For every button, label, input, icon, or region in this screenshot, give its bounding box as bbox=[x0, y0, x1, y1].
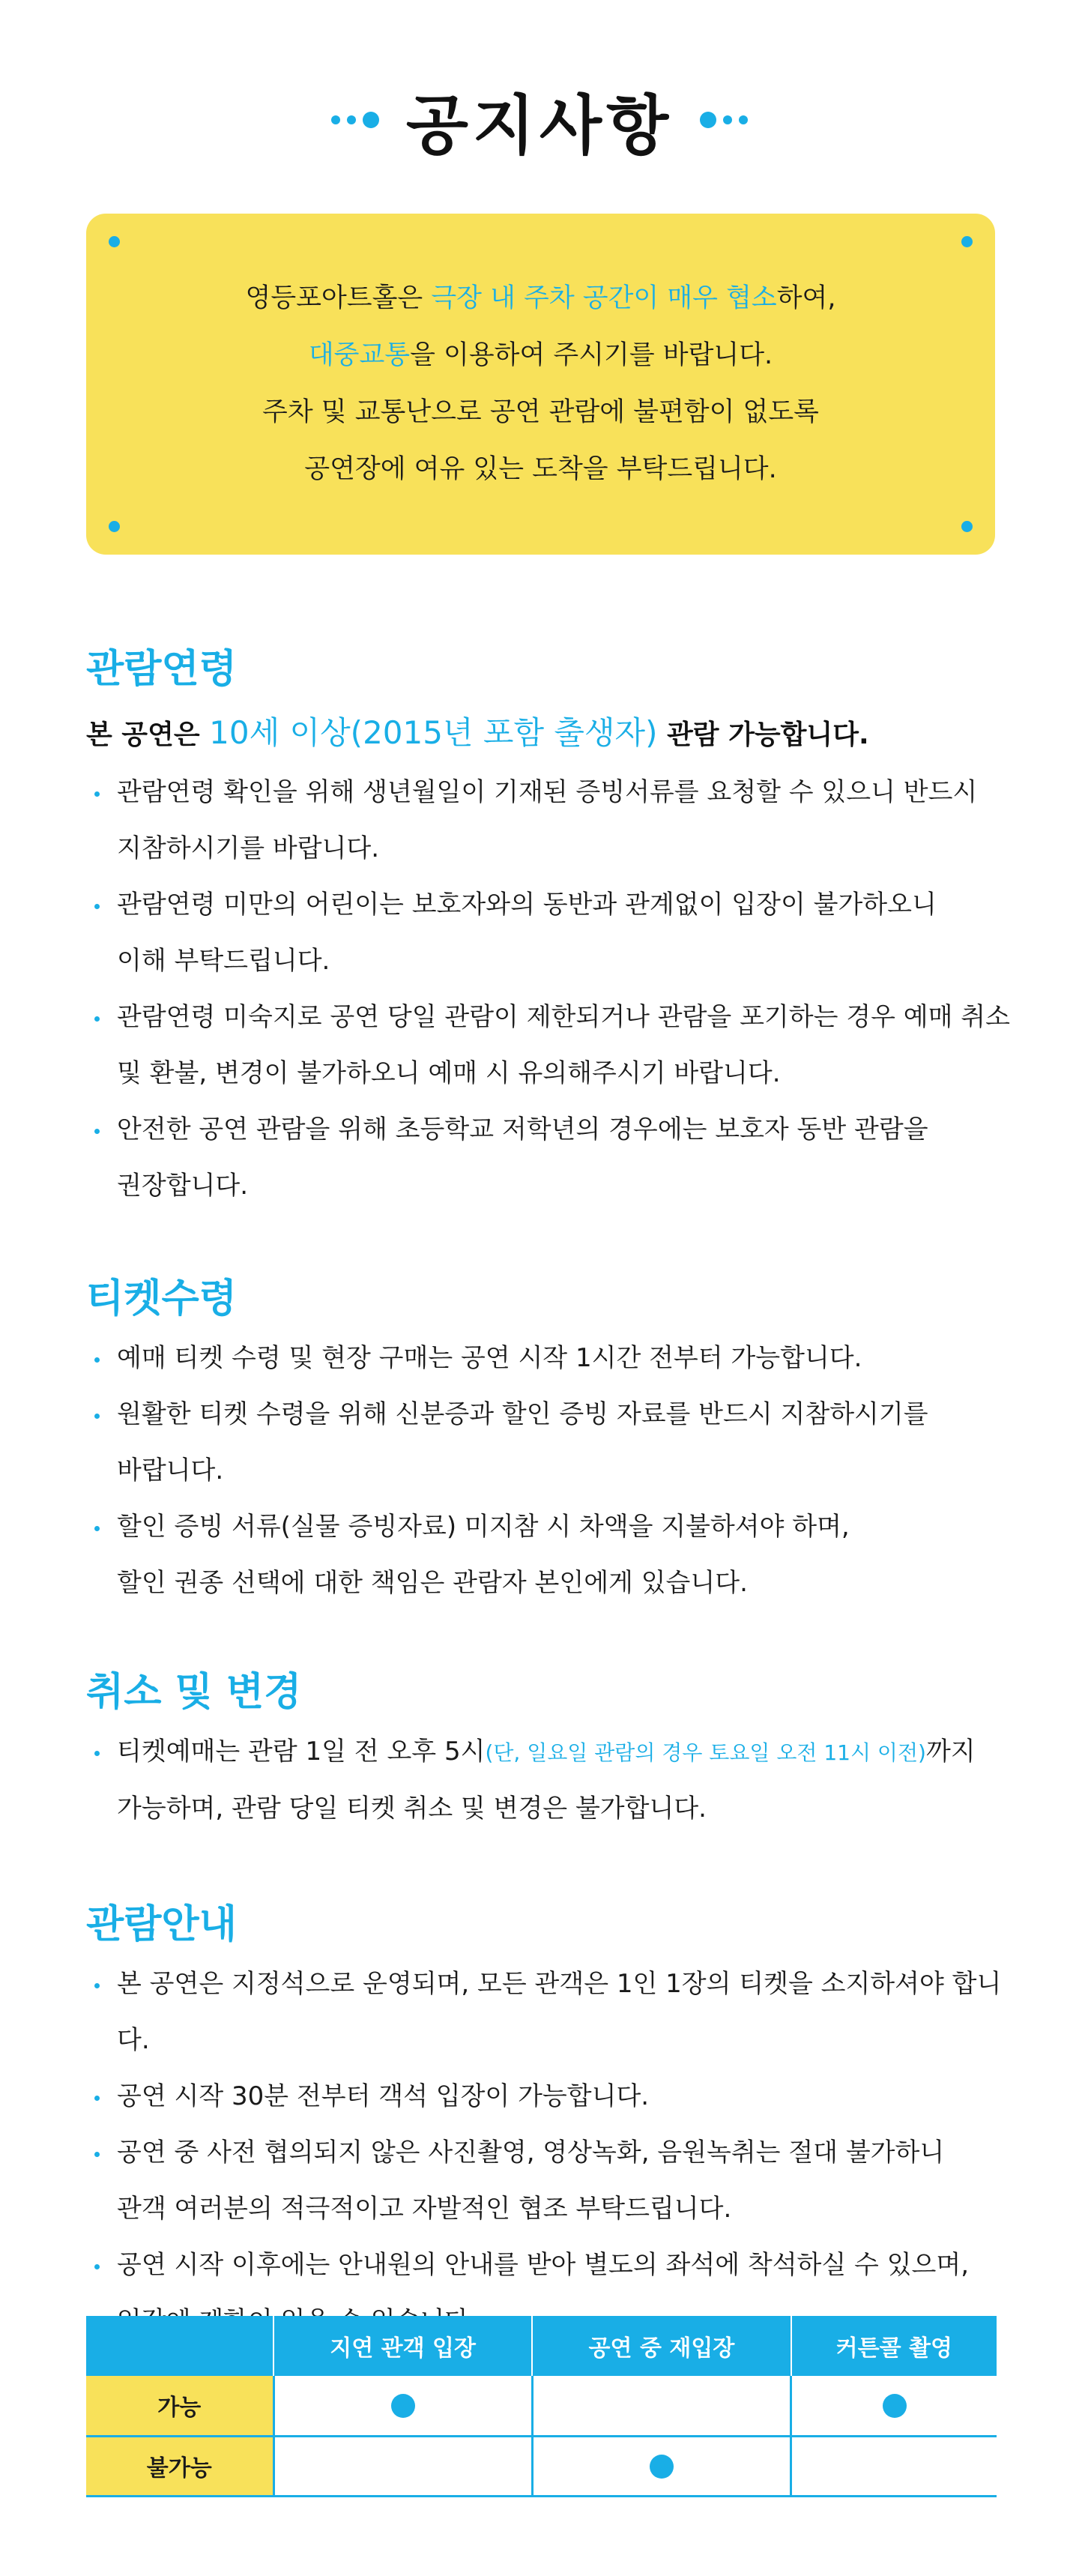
decor-dots-right bbox=[700, 112, 748, 128]
list-item: 할인 증빙 서류(실물 증빙자료) 미지참 시 차액을 지불하셔야 하며, 할인 권종 선택에 대한 책임은 관람자 본인에게 있습니다. bbox=[90, 1499, 1012, 1611]
list-item: 관람연령 미숙지로 공연 당일 관람이 제한되거나 관람을 포기하는 경우 예매 취소 및 환불, 변경이 불가하오니 예매 시 유의해주시기 바랍니다. bbox=[90, 989, 1012, 1102]
decor-dots-left bbox=[331, 112, 379, 128]
notice-line-4: 공연장에 여유 있는 도착을 부탁드립니다. bbox=[304, 454, 777, 484]
circle-mark-icon bbox=[883, 2394, 907, 2418]
row-label: 불가능 bbox=[86, 2436, 273, 2496]
notice-box bbox=[86, 214, 995, 555]
notice-line-1: 영등포아트홀은 극장 내 주차 공간이 매우 협소하여, bbox=[245, 283, 836, 313]
cancel-list bbox=[90, 1724, 1012, 1837]
table-cell bbox=[532, 2436, 791, 2496]
age-list bbox=[90, 764, 1012, 1214]
list-item: 본 공연은 지정석으로 운영되며, 모든 관객은 1인 1장의 티켓을 소지하셔야 합니다. bbox=[90, 1956, 1012, 2069]
guide-list bbox=[90, 1956, 1012, 2350]
table-cell bbox=[273, 2376, 532, 2436]
page-header bbox=[0, 71, 1079, 169]
list-item: 공연 시작 이후에는 안내원의 안내를 받아 별도의 좌석에 착석하실 수 있으며, bbox=[90, 2237, 1012, 2350]
ticket-list bbox=[90, 1330, 1012, 1611]
row-label: 가능 bbox=[86, 2376, 273, 2436]
policy-table bbox=[86, 2316, 997, 2497]
pin-icon bbox=[961, 236, 973, 247]
circle-mark-icon bbox=[650, 2455, 674, 2479]
table-header-curtaincall: 커튼콜 촬영 bbox=[791, 2316, 997, 2376]
list-item: 관람연령 미만의 어린이는 보호자와의 동반과 관계없이 입장이 불가하오니 이해 부탁드립니다. bbox=[90, 877, 1012, 989]
pin-icon bbox=[961, 521, 973, 532]
table-cell bbox=[532, 2376, 791, 2436]
table-cell bbox=[273, 2436, 532, 2496]
section-title-age: 관람연령 bbox=[86, 647, 237, 692]
circle-mark-icon bbox=[391, 2394, 415, 2418]
section-title-cancel: 취소 및 변경 bbox=[86, 1670, 302, 1715]
table-header-corner bbox=[86, 2316, 273, 2376]
table-cell bbox=[791, 2436, 997, 2496]
list-item: 안전한 공연 관람을 위해 초등학교 저학년의 경우에는 보호자 동반 관람을 권장합니다. bbox=[90, 1102, 1012, 1214]
pin-icon bbox=[109, 236, 120, 247]
page-title: 공지사항 bbox=[405, 88, 674, 163]
table-header-late-entry: 지연 관객 입장 bbox=[273, 2316, 532, 2376]
table-header-reentry: 공연 중 재입장 bbox=[532, 2316, 791, 2376]
table-row bbox=[86, 2376, 997, 2436]
table-row bbox=[86, 2436, 997, 2496]
list-item: 공연 시작 30분 전부터 객석 입장이 가능합니다. bbox=[90, 2069, 1012, 2125]
pin-icon bbox=[109, 521, 120, 532]
list-item: 공연 중 사전 협의되지 않은 사진촬영, 영상녹화, 음원녹취는 절대 불가하니 관객 여러분의 적극적이고 자발적인 협조 부탁드립니다. bbox=[90, 2125, 1012, 2237]
list-item: 관람연령 확인을 위해 생년월일이 기재된 증빙서류를 요청할 수 있으니 반드시 지참하시기를 바랍니다. bbox=[90, 764, 1012, 877]
table-header-row bbox=[86, 2316, 997, 2376]
age-lead: 본 공연은 10세 이상(2015년 포함 출생자) 관람 가능합니다. bbox=[86, 714, 869, 751]
notice-line-3: 주차 및 교통난으로 공연 관람에 불편함이 없도록 bbox=[262, 397, 819, 427]
section-title-guide: 관람안내 bbox=[86, 1902, 237, 1947]
list-item: 티켓예매는 관람 1일 전 오후 5시(단, 일요일 관람의 경우 토요일 오전 11시 이전)까지 가능하며, 관람 당일 티켓 취소 및 변경은 불가합니다. bbox=[90, 1724, 1012, 1837]
list-item: 예매 티켓 수령 및 현장 구매는 공연 시작 1시간 전부터 가능합니다. bbox=[90, 1330, 1012, 1387]
table-cell bbox=[791, 2376, 997, 2436]
list-item: 원활한 티켓 수령을 위해 신분증과 할인 증빙 자료를 반드시 지참하시기를 바랍니다. bbox=[90, 1387, 1012, 1499]
notice-line-2: 대중교통을 이용하여 주시기를 바랍니다. bbox=[308, 340, 773, 370]
notice-text bbox=[86, 270, 995, 498]
section-title-ticket: 티켓수령 bbox=[86, 1276, 237, 1321]
